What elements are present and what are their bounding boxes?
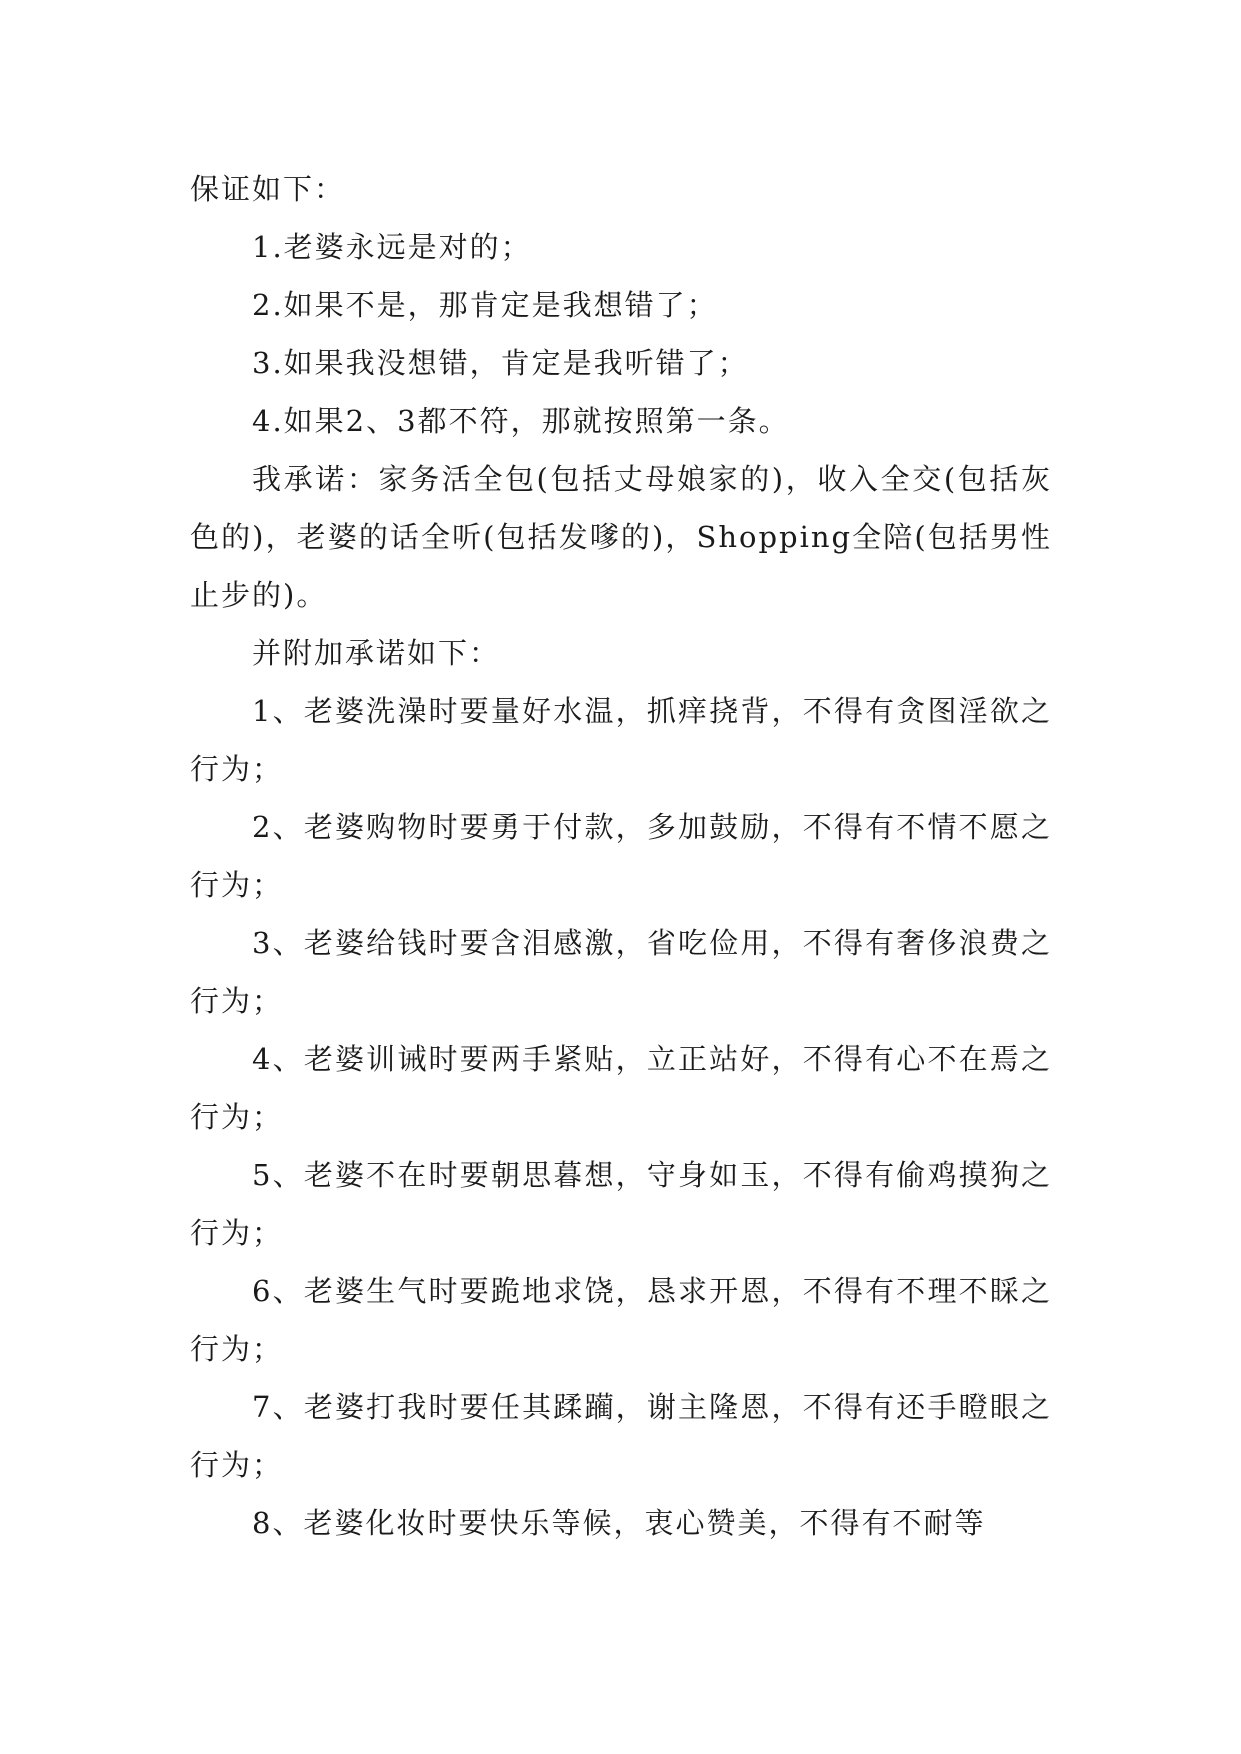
guarantee-item: 4.如果2、3都不符，那就按照第一条。 xyxy=(252,404,790,438)
promise-item: 8、老婆化妆时要快乐等候，衷心赞美，不得有不耐等 xyxy=(252,1506,986,1540)
promise-item: 1、老婆洗澡时要量好水温，抓痒挠背，不得有贪图淫欲之行为； xyxy=(190,694,1052,786)
promise-item: 4、老婆训诫时要两手紧贴，立正站好，不得有心不在焉之行为； xyxy=(190,1042,1052,1134)
promise-item: 7、老婆打我时要任其蹂躏，谢主隆恩，不得有还手瞪眼之行为； xyxy=(190,1390,1052,1482)
additional-heading: 并附加承诺如下： xyxy=(252,636,501,670)
promise-item: 3、老婆给钱时要含泪感激，省吃俭用，不得有奢侈浪费之行为； xyxy=(190,926,1052,1018)
guarantee-item: 2.如果不是，那肯定是我想错了； xyxy=(252,288,718,322)
promise-item: 6、老婆生气时要跪地求饶，恳求开恩，不得有不理不睬之行为； xyxy=(190,1274,1052,1366)
promise-item: 5、老婆不在时要朝思暮想，守身如玉，不得有偷鸡摸狗之行为； xyxy=(190,1158,1052,1250)
promise-paragraph: 我承诺：家务活全包(包括丈母娘家的)，收入全交(包括灰色的)，老婆的话全听(包括发嗲的)，Shopping全陪(包括男性止步的)。 xyxy=(190,462,1052,612)
document-body xyxy=(190,160,1052,1552)
guarantee-item: 1.老婆永远是对的； xyxy=(252,230,532,264)
promise-item: 2、老婆购物时要勇于付款，多加鼓励，不得有不情不愿之行为； xyxy=(190,810,1052,902)
guarantee-item: 3.如果我没想错，肯定是我听错了； xyxy=(252,346,749,380)
guarantee-heading: 保证如下： xyxy=(190,172,346,206)
